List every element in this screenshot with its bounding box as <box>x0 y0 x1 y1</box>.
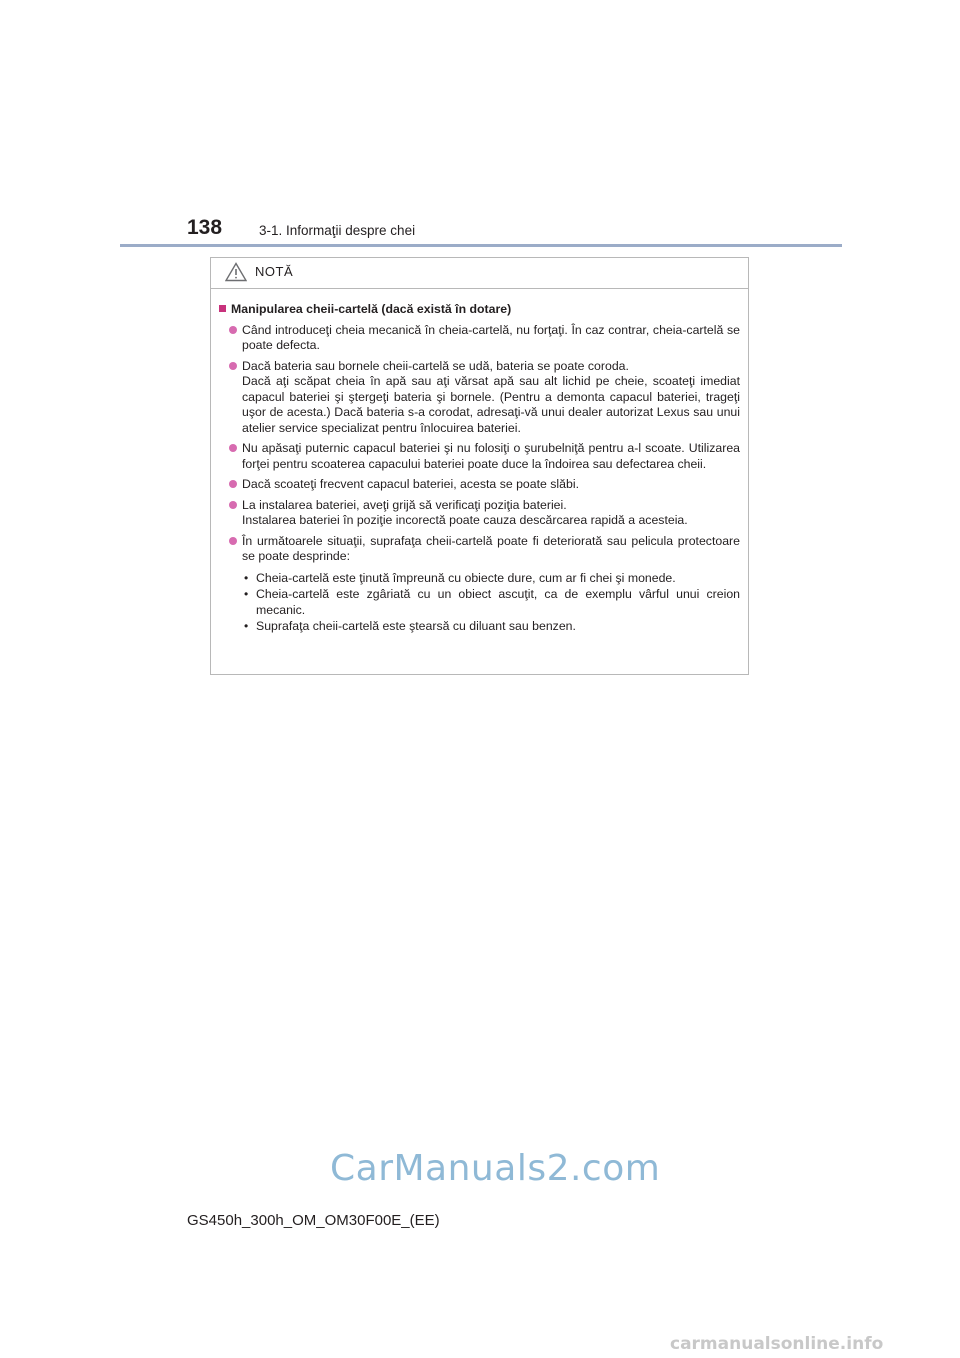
sub-item-text: Cheia-cartelă este zgâriată cu un obiect ascuţit, ca de exemplu vârful unui creion mecanic. <box>256 587 740 617</box>
square-bullet-icon <box>219 305 226 312</box>
page-number: 138 <box>187 216 223 239</box>
sub-list-item <box>242 571 740 587</box>
bottom-watermark: carmanualsonline.info <box>670 1334 884 1354</box>
bullet-text: Când introduceţi cheia mecanică în cheia-cartelă, nu forţaţi. În caz contrar, cheia-cartelă se poate defecta. <box>242 322 740 352</box>
sub-list <box>242 571 740 635</box>
bullet-item <box>219 359 740 437</box>
bullet-item <box>219 441 740 472</box>
round-bullet-icon <box>229 501 237 509</box>
subheading-text: Manipularea cheii-cartelă (dacă există în dotare) <box>231 302 512 316</box>
sub-item-text: Suprafaţa cheii-cartelă este ştearsă cu diluant sau benzen. <box>256 619 576 633</box>
round-bullet-icon <box>229 480 237 488</box>
warning-triangle-icon <box>225 262 247 287</box>
round-bullet-icon <box>229 362 237 370</box>
notice-box <box>210 257 749 675</box>
round-bullet-icon <box>229 537 237 545</box>
small-dot-icon: • <box>244 587 249 601</box>
footer-code: GS450h_300h_OM_OM30F00E_(EE) <box>187 1212 440 1229</box>
small-dot-icon: • <box>244 619 249 633</box>
round-bullet-icon <box>229 444 237 452</box>
sub-list-item <box>242 587 740 618</box>
bullet-item <box>219 534 740 635</box>
sub-item-text: Cheia-cartelă este ţinută împreună cu obiecte dure, cum ar fi chei şi monede. <box>256 570 676 585</box>
round-bullet-icon <box>229 326 237 334</box>
bullet-item <box>219 477 740 493</box>
bullet-text: Nu apăsaţi puternic capacul bateriei şi nu folosiţi o şurubelniţă pentru a-l scoate. Utilizarea forţei pentru scoaterea capacului bateriei poate duce la îndoirea sau defectarea cheii. <box>242 441 740 471</box>
small-dot-icon: • <box>244 570 249 585</box>
header-rule <box>120 244 842 247</box>
notice-title: NOTĂ <box>255 264 294 279</box>
bullet-text: Dacă scoateţi frecvent capacul bateriei, acesta se poate slăbi. <box>242 477 579 491</box>
bullet-text: La instalarea bateriei, aveţi grijă să verificaţi poziţia bateriei. <box>242 497 567 512</box>
bullet-text: Dacă bateria sau bornele cheii-cartelă se udă, bateria se poate coroda. <box>242 358 629 373</box>
notice-header <box>211 258 748 289</box>
bullet-text: În următoarele situaţii, suprafaţa cheii-cartelă poate fi deteriorată sau pelicula protectoare se poate desprinde: <box>242 533 740 563</box>
notice-subheading <box>219 302 740 318</box>
bullet-item <box>219 498 740 529</box>
sub-list-item <box>242 619 740 635</box>
notice-body <box>211 289 748 635</box>
bullet-text: Dacă aţi scăpat cheia în apă sau aţi vărsat apă sau alt lichid pe cheie, scoateţi imediat capacul bateriei şi ştergeţi bateria şi bornele. (Pentru a demonta capacul bateriei, trageţi uşor de acesta.) Dacă bateria s-a corodat, adresaţi-vă unui dealer autorizat Lexus sau unui atelier service specializat pentru înlocuirea bateriei. <box>242 374 740 435</box>
watermark-logo: CarManuals2.com <box>330 1148 661 1189</box>
section-title: 3-1. Informaţii despre chei <box>259 223 416 238</box>
bullet-text: Instalarea bateriei în poziţie incorectă poate cauza descărcarea rapidă a acesteia. <box>242 513 688 527</box>
bullet-item <box>219 323 740 354</box>
